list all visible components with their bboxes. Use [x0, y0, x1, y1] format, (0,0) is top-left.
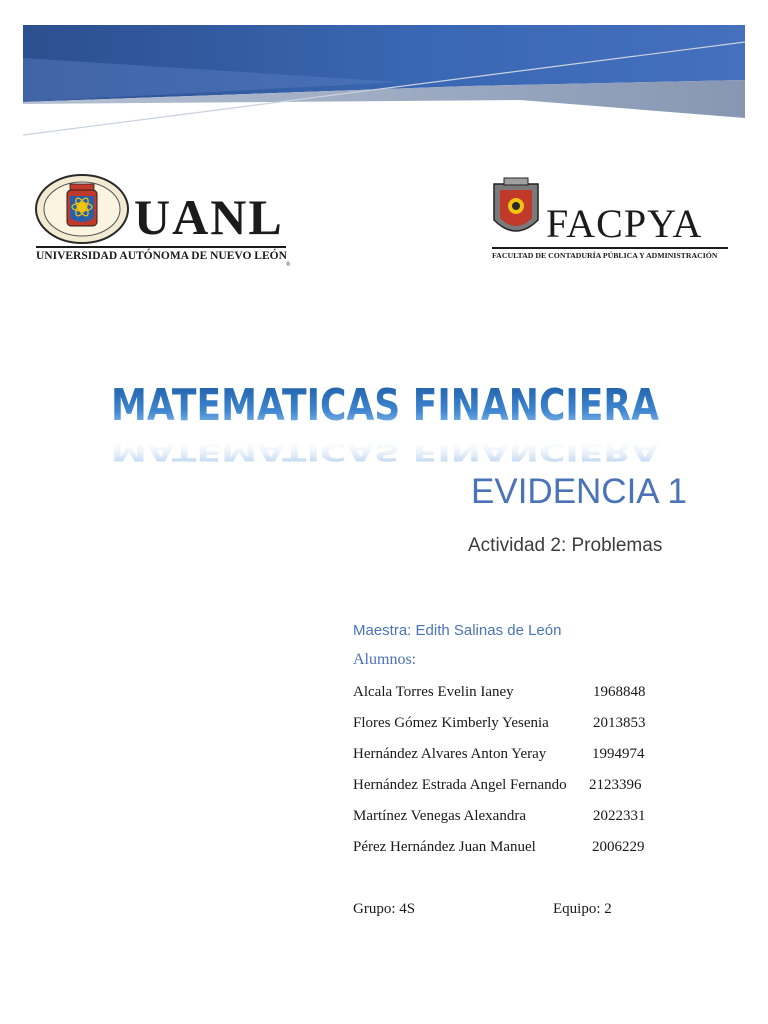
uanl-logo [34, 174, 294, 270]
list-item [353, 746, 673, 777]
student-id: 2123396 [589, 777, 642, 793]
group-label: Grupo: 4S [353, 901, 416, 917]
teacher-label: Maestra: Edith Salinas de León [353, 622, 562, 639]
student-name: Alcala Torres Evelin Ianey [353, 684, 514, 700]
list-item [353, 715, 673, 746]
student-id: 2022331 [593, 808, 646, 824]
student-name: Hernández Alvares Anton Yeray [353, 746, 547, 762]
title-reflection: MATEMATICAS FINANCIERA [110, 437, 660, 466]
uanl-seal-icon [34, 174, 130, 244]
students-label: Alumnos: [353, 651, 417, 668]
student-id: 1968848 [593, 684, 646, 700]
document-title [100, 374, 670, 464]
student-id: 2013853 [593, 715, 646, 731]
list-item [353, 839, 673, 870]
activity-subtitle: Actividad 2: Problemas [468, 535, 663, 556]
list-item [353, 777, 673, 808]
uanl-wordmark: UANL [134, 189, 284, 245]
facpya-subtitle: FACULTAD DE CONTADURÍA PÚBLICA Y ADMINISTRACIÓN [492, 251, 718, 260]
header-banner [0, 0, 768, 150]
team-label: Equipo: 2 [553, 901, 612, 917]
student-name: Martínez Venegas Alexandra [353, 808, 526, 824]
student-id: 2006229 [592, 839, 645, 855]
student-name: Pérez Hernández Juan Manuel [353, 839, 536, 855]
title-text: MATEMATICAS FINANCIERA [111, 380, 659, 431]
student-id: 1994974 [592, 746, 645, 762]
student-name: Hernández Estrada Angel Fernando [353, 777, 567, 793]
facpya-seal-icon [490, 176, 542, 244]
uanl-divider [36, 246, 286, 248]
uanl-subtitle: UNIVERSIDAD AUTÓNOMA DE NUEVO LEÓN [36, 250, 287, 262]
facpya-logo [490, 176, 735, 266]
facpya-divider [492, 247, 728, 249]
students-list [353, 684, 673, 870]
list-item [353, 684, 673, 715]
evidence-heading: EVIDENCIA 1 [471, 472, 687, 511]
registered-mark: ® [286, 262, 291, 268]
list-item [353, 808, 673, 839]
facpya-wordmark: FACPYA [546, 201, 703, 246]
student-name: Flores Gómez Kimberly Yesenia [353, 715, 549, 731]
